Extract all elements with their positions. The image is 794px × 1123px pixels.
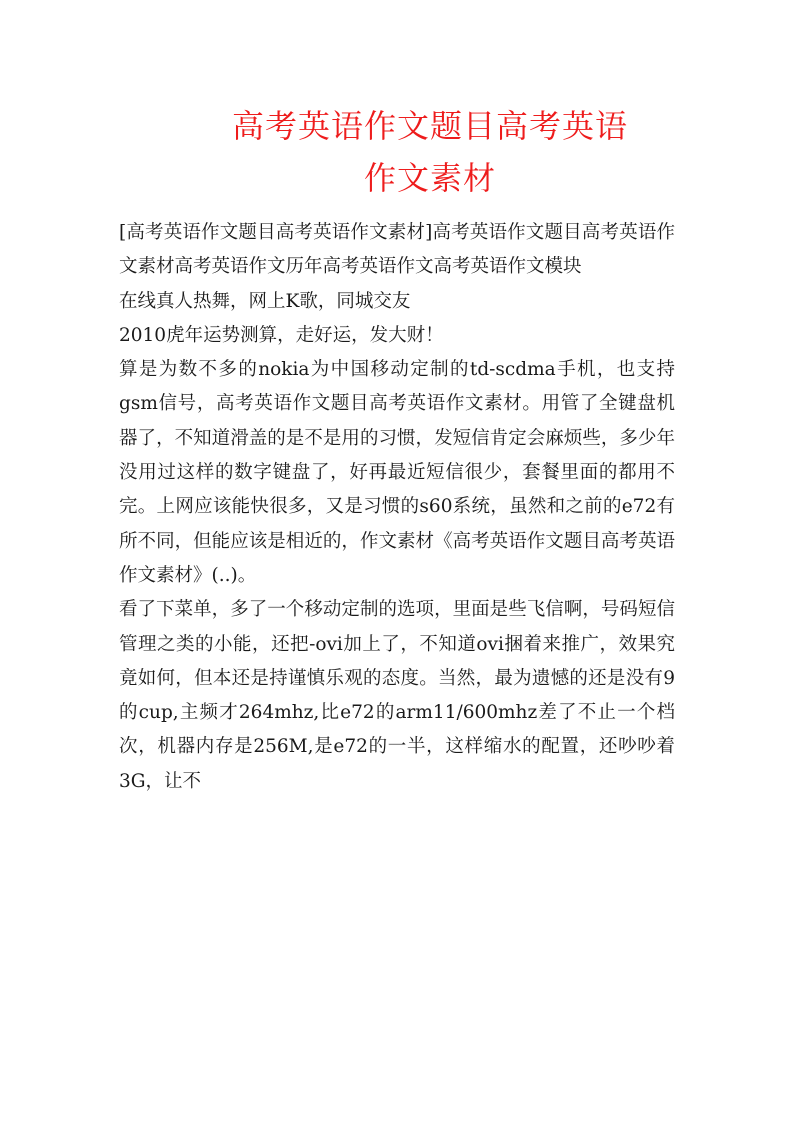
paragraph-ad-fortune: 2010虎年运势测算，走好运，发大财！: [119, 324, 444, 346]
paragraph-menu-review: 看了下菜单，多了一个移动定制的选项，里面是些飞信啊，号码短信管理之类的小能，还把-ovi加上了，不知道ovi捆着来推广，效果究竟如何，但本还是持谨慎乐观的态度。当然，最为遗憾的还是没有9的cup,主频才264mhz,比e72的arm11/600mhz差了不止一个档次，机器内存是256M,是e72的一半，这样缩水的配置，还吵吵着3G，让不: [119, 599, 675, 792]
document-body: [119, 216, 675, 799]
document-title-line-1: 高考英语作文题目高考英语: [231, 107, 628, 145]
paragraph-phone-review: 算是为数不多的nokia为中国移动定制的td-scdma手机，也支持gsm信号，高考英语作文题目高考英语作文素材。用管了全键盘机器了，不知道滑盖的是不是用的习惯，发短信肯定会麻烦些，多少年没用过这样的数字键盘了，好再最近短信很少，套餐里面的都用不完。上网应该能快很多，又是习惯的s60系统，虽然和之前的e72有所不同，但能应该是相近的，作文素材《高考英语作文题目高考英语作文素材》(..)。: [119, 359, 675, 586]
paragraph-ad-dance: 在线真人热舞，网上K歌，同城交友: [119, 290, 411, 312]
document-title-line-2: 作文素材: [363, 159, 496, 197]
document-title: [150, 100, 710, 204]
paragraph-intro: [高考英语作文题目高考英语作文素材]高考英语作文题目高考英语作文素材高考英语作文历年高考英语作文高考英语作文模块: [119, 222, 675, 278]
